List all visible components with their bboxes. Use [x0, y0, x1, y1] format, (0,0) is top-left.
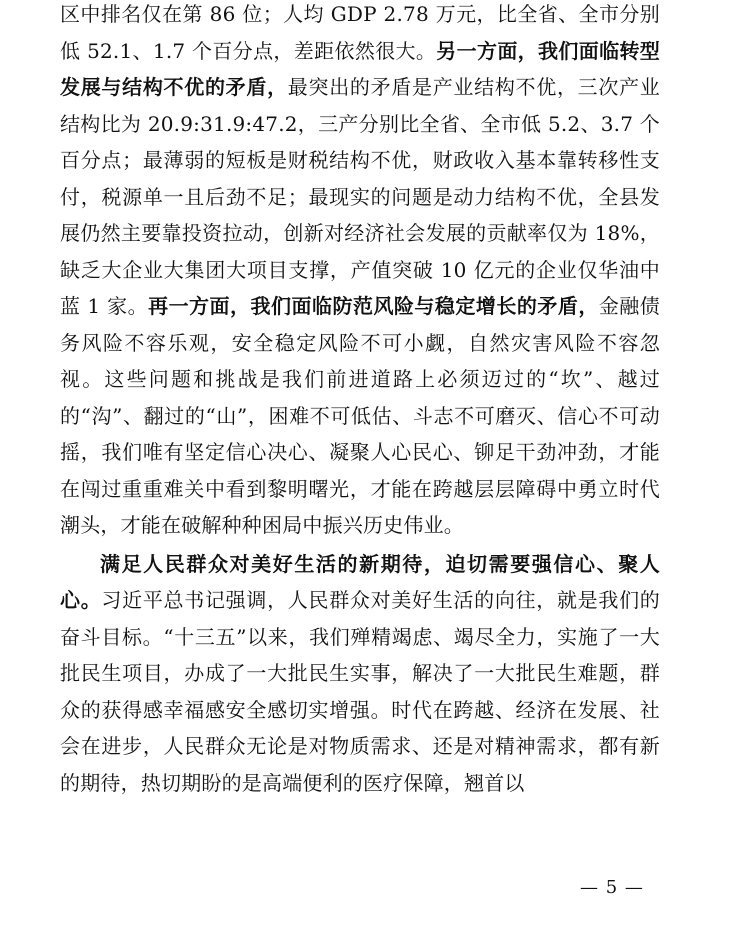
paragraph-1 — [60, 0, 660, 544]
paragraph-1-sentence-3: 最突出的矛盾是产业结构不优，三次产业结构比为 20.9:31.9:47.2，三产分别比全省、全市低 5.2、3.7 个百分点；最薄弱的短板是财税结构不优，财政收入基本靠转移性支付，税源单一且后劲不足；最现实的问题是动力结构不优，全县发展仍然主要靠投资拉动，创新对经济社会发展的贡献率仅为 18%，缺乏大企业大集团大项目支撑，产值突破 10 亿元的企业仅华油中蓝 1 家。 — [60, 75, 660, 318]
page-number: — 5 — — [580, 877, 644, 898]
paragraph-1-bold-heading-transformation: 另一方面，我们面临转型发展与结构不优的矛盾， — [60, 38, 660, 99]
paragraph-2-body: 习近平总书记强调，人民群众对美好生活的向往，就是我们的奋斗目标。“十三五”以来，我们殚精竭虑、竭尽全力，实施了一大批民生项目，办成了一大批民生实事，解决了一大批民生难题，群众的获得感幸福感安全感切实增强。时代在跨越、经济在发展、社会在进步，人民群众无论是对物质需求、还是对精神需求，都有新的期待，热切期盼的是高端便利的医疗保障，翘首以 — [60, 588, 660, 795]
paragraph-1-sentence-1: 区中排名仅在第 86 位；人均 GDP 2.78 万元，比全省、全市分别低 52.1、1.7 个百分点，差距依然很大。 — [60, 2, 660, 63]
document-page — [60, 0, 660, 801]
paragraph-2 — [60, 546, 660, 802]
paragraph-1-bold-heading-risk: 再一方面，我们面临防范风险与稳定增长的矛盾， — [148, 294, 599, 318]
paragraph-1-sentence-5: 金融债务风险不容乐观，安全稳定风险不可小觑，自然灾害风险不容忽视。这些问题和挑战是我们前进道路上必须迈过的“坎”、越过的“沟”、翻过的“山”，困难不可低估、斗志不可磨灭、信心不可动摇，我们唯有坚定信心决心、凝聚人心民心、铆足干劲冲劲，才能在闯过重重难关中看到黎明曙光，才能在跨越层层障碍中勇立时代潮头，才能在破解种种困局中振兴历史伟业。 — [60, 294, 660, 537]
paragraph-2-bold-heading: 满足人民群众对美好生活的新期待，迫切需要强信心、聚人心。 — [60, 551, 660, 612]
